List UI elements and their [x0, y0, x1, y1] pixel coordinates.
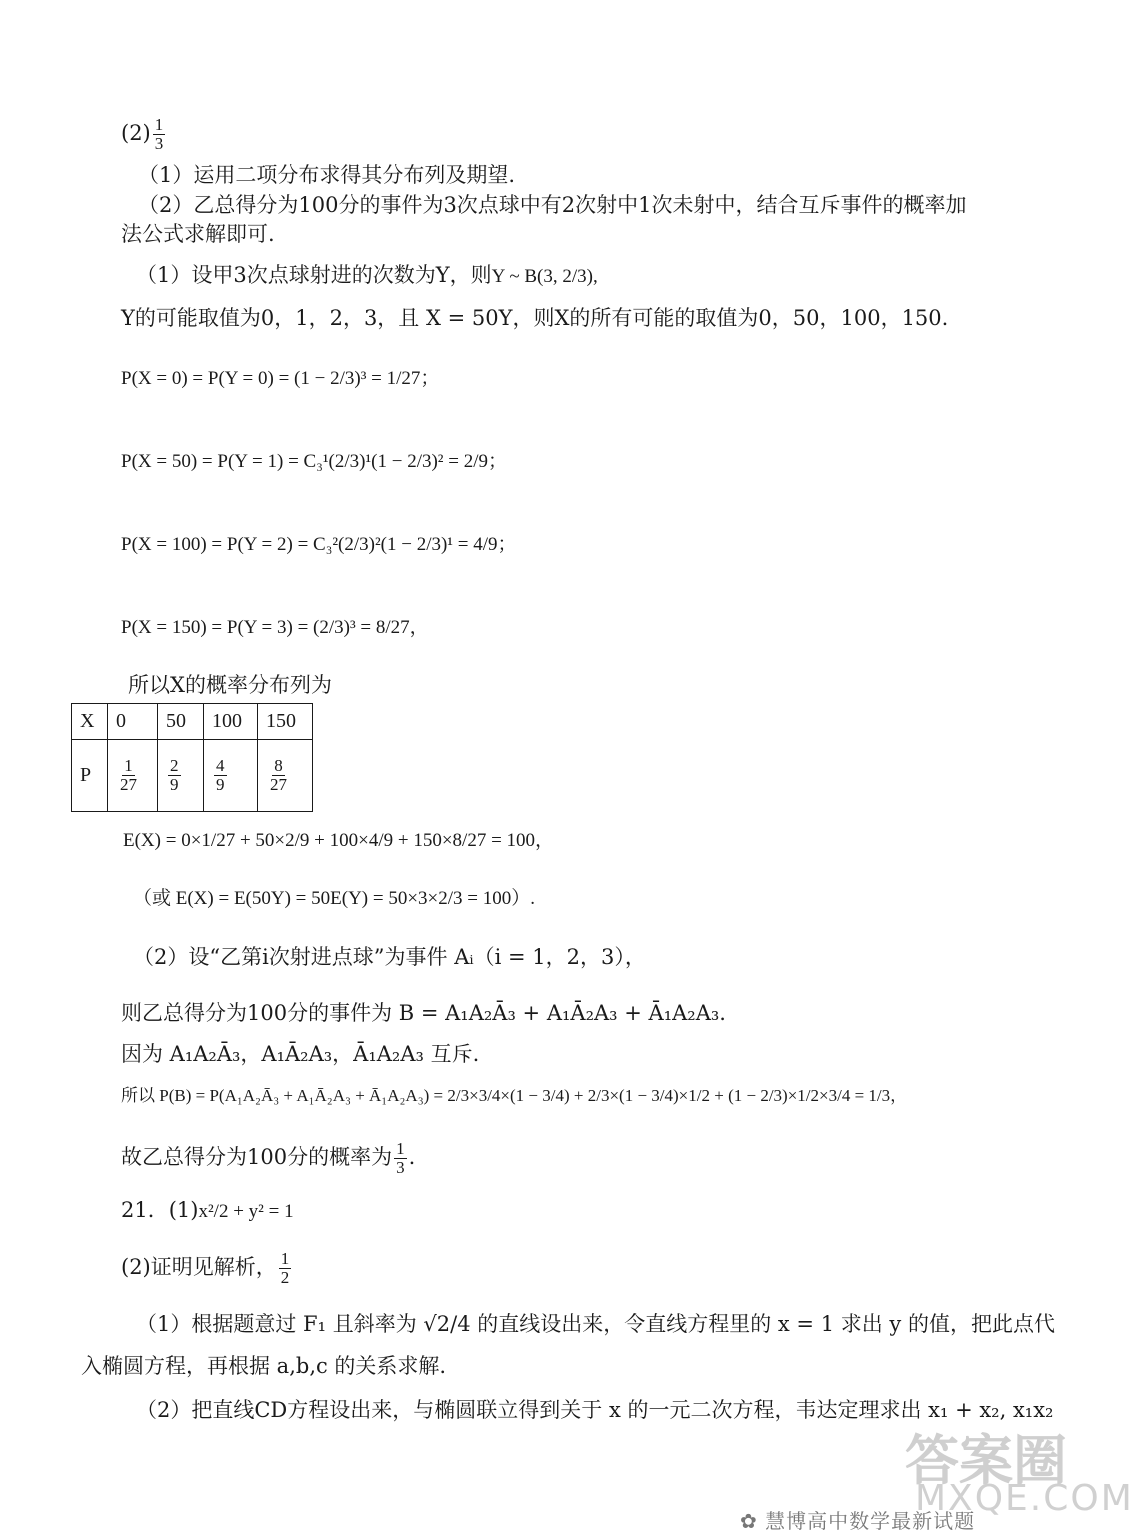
- cell-p-label: P: [80, 764, 92, 786]
- table-row-x: [72, 704, 313, 740]
- table-cell: [158, 704, 204, 740]
- period: .: [408, 1144, 416, 1169]
- hint-2: （2）乙总得分为100分的事件为3次点球中有2次射中1次未射中，结合互斥事件的概率加: [138, 193, 967, 217]
- distribution-intro: 所以X的概率分布列为: [128, 673, 332, 697]
- expectation-alt: （或 E(X) = E(50Y) = 50E(Y) = 50×3×2/3 = 100）.: [133, 888, 536, 909]
- cell-x-value: 50: [166, 710, 186, 732]
- solution-1-values: Y的可能取值为0，1，2，3，且 X = 50Y，则X的所有可能的取值为0，50，100，150.: [121, 306, 949, 330]
- hint-2-cont: 法公式求解即可.: [121, 222, 275, 246]
- fraction-one-third: [153, 116, 166, 153]
- prob-x-50: P(X = 50) = P(Y = 1) = C₃¹(2/3)¹(1 − 2/3)² = 2/9；: [121, 451, 508, 472]
- watermark-logo: 答案圈: [905, 1429, 1067, 1492]
- binomial-notation: Y ~ B(3, 2/3),: [491, 266, 598, 287]
- frac-den: 27: [270, 775, 287, 794]
- prob-fraction: [168, 757, 181, 794]
- cell-x-value: 150: [266, 710, 296, 732]
- table-cell: [258, 704, 313, 740]
- prob-x-100: P(X = 100) = P(Y = 2) = C₃²(2/3)²(1 − 2/3)¹ = 4/9；: [121, 534, 517, 555]
- prob-x-0: P(X = 0) = P(Y = 0) = (1 − 2/3)³ = 1/27；: [121, 368, 440, 389]
- cell-x-value: 100: [212, 710, 242, 732]
- frac-num: 1: [396, 1139, 405, 1158]
- frac-num: 1: [124, 756, 133, 776]
- cell-x-value: 0: [116, 710, 126, 732]
- frac-num: 1: [280, 1249, 290, 1268]
- frac-den: 3: [154, 133, 164, 153]
- hint-21-1-cont: 入椭圆方程，再根据 a,b,c 的关系求解.: [81, 1354, 447, 1378]
- wechat-icon: ✿: [740, 1509, 766, 1533]
- prob-fraction: [118, 757, 139, 794]
- hint-21-2: （2）把直线CD方程设出来，与椭圆联立得到关于 x 的一元二次方程，韦达定理求出 x₁ + x₂, x₁x₂: [136, 1398, 1054, 1422]
- frac-den: 9: [170, 775, 179, 794]
- answer-part2-label: (2): [121, 120, 151, 145]
- frac-den: 2: [280, 1267, 290, 1287]
- table-cell: [204, 740, 258, 812]
- table-cell: [108, 740, 158, 812]
- frac-num: 4: [216, 756, 225, 776]
- table-cell: [258, 740, 313, 812]
- conclusion-text: 故乙总得分为100分的概率为: [121, 1144, 393, 1169]
- problem-21-label: 21．(1): [121, 1198, 199, 1222]
- watermark-account: [740, 1505, 975, 1534]
- event-b: 则乙总得分为100分的事件为 B = A₁A₂Ā₃ + A₁Ā₂A₃ + Ā₁A₂A₃.: [121, 1001, 726, 1025]
- table-row-p: [72, 740, 313, 812]
- table-cell: [204, 704, 258, 740]
- answer-part2: [121, 116, 167, 153]
- table-cell: [108, 704, 158, 740]
- frac-num: 8: [274, 756, 283, 776]
- prob-x-150: P(X = 150) = P(Y = 3) = (2/3)³ = 8/27，: [121, 617, 429, 638]
- fraction-one-half: [279, 1250, 292, 1287]
- expectation: E(X) = 0×1/27 + 50×2/9 + 100×4/9 + 150×8/27 = 100，: [123, 830, 555, 851]
- prob-fraction: [214, 757, 227, 794]
- frac-num: 1: [154, 115, 164, 134]
- hint-1: （1）运用二项分布求得其分布列及期望.: [138, 163, 516, 187]
- problem-21-part2: [121, 1250, 293, 1287]
- prob-fraction: [268, 757, 289, 794]
- watermark-url: MXQE.COM: [915, 1478, 1134, 1519]
- problem-21-part1: [121, 1198, 294, 1224]
- table-cell: [72, 740, 108, 812]
- frac-num: 2: [170, 756, 179, 776]
- conclusion: [121, 1140, 415, 1177]
- prob-b: 所以 P(B) = P(A₁A₂Ā₃ + A₁Ā₂A₃ + Ā₁A₂A₃) = 2/3×3/4×(1 − 3/4) + 2/3×(1 − 3/4)×1/2 + (1 − 2/3)×1/2×3/4 = 1/3，: [121, 1086, 908, 1105]
- hint-21-1: （1）根据题意过 F₁ 且斜率为 √2/4 的直线设出来，令直线方程里的 x = 1 求出 y 的值，把此点代: [136, 1312, 1055, 1336]
- frac-den: 3: [396, 1157, 405, 1177]
- problem-21-part2-text: (2)证明见解析，: [121, 1254, 277, 1279]
- solution-1-text: （1）设甲3次点球射进的次数为Y，则: [136, 263, 492, 287]
- table-cell: [72, 704, 108, 740]
- ellipse-equation: x²/2 + y² = 1: [198, 1201, 294, 1222]
- solution-2-intro: （2）设“乙第i次射进点球”为事件 Aᵢ（i = 1，2，3），: [133, 945, 646, 969]
- cell-x-label: X: [80, 710, 95, 732]
- mutually-exclusive: 因为 A₁A₂Ā₃，A₁Ā₂A₃，Ā₁A₂A₃ 互斥.: [121, 1042, 480, 1066]
- frac-den: 27: [120, 775, 137, 794]
- table-cell: [158, 740, 204, 812]
- watermark-account-name: 慧博高中数学最新试题: [765, 1509, 976, 1533]
- frac-den: 9: [216, 775, 225, 794]
- solution-1-intro: [136, 263, 598, 289]
- fraction-one-third: [394, 1140, 407, 1177]
- distribution-table: [71, 703, 313, 812]
